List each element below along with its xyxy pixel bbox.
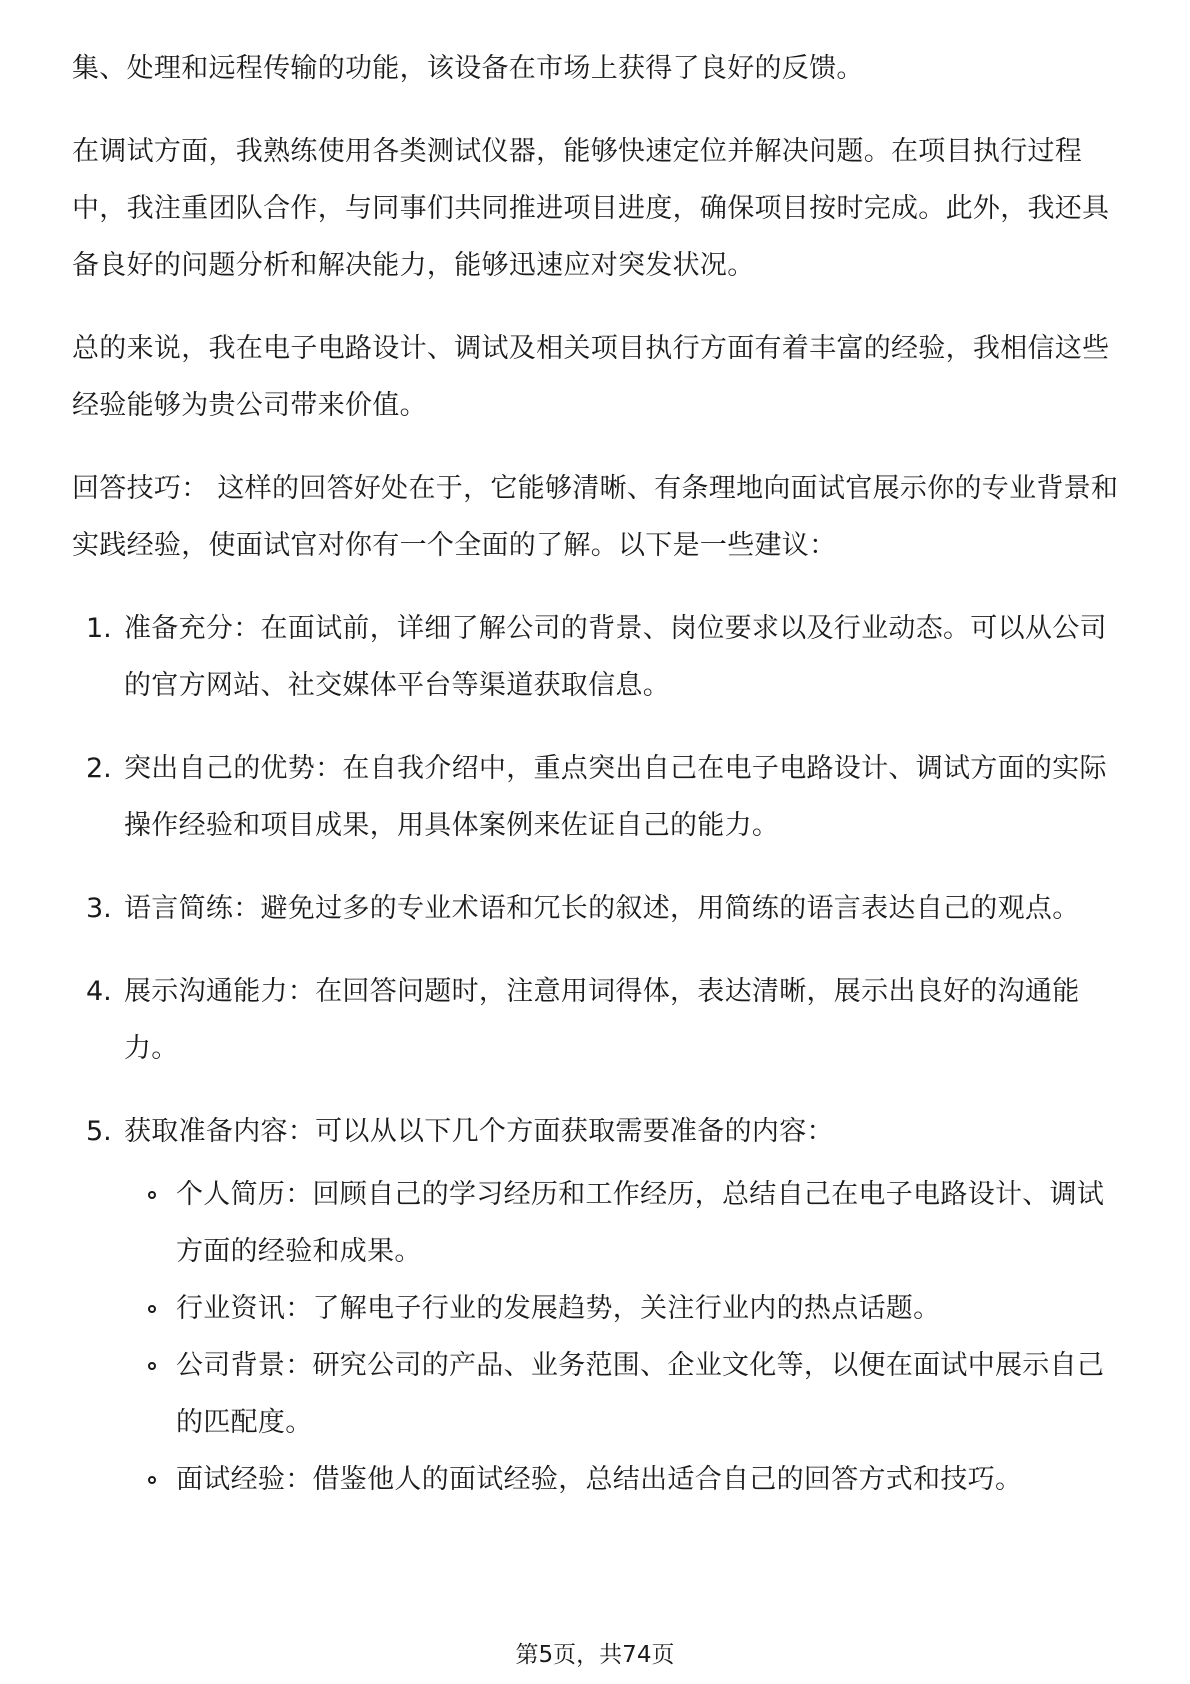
tip-text: 准备充分：在面试前，详细了解公司的背景、岗位要求以及行业动态。可以从公司的官方网站、社交媒体平台等渠道获取信息。: [124, 613, 1107, 701]
tips-list: [72, 600, 1122, 1508]
tip-item: [72, 600, 1122, 714]
sub-item-text: 行业资讯：了解电子行业的发展趋势，关注行业内的热点话题。: [176, 1293, 941, 1324]
sub-item: [124, 1337, 1122, 1451]
circle-bullet-icon: [148, 1191, 156, 1199]
paragraph-summary: 总的来说，我在电子电路设计、调试及相关项目执行方面有着丰富的经验，我相信这些经验能够为贵公司带来价值。: [72, 333, 1110, 421]
sub-list: [124, 1166, 1122, 1508]
tip-item: [72, 963, 1122, 1077]
circle-bullet-icon: [148, 1476, 156, 1484]
document-body: [72, 40, 1122, 1534]
sub-item: [124, 1280, 1122, 1337]
page-number: 第5页，共74页: [515, 1642, 675, 1668]
tip-text: 语言简练：避免过多的专业术语和冗长的叙述，用简练的语言表达自己的观点。: [124, 893, 1080, 924]
tip-item: [72, 880, 1122, 937]
paragraph-debugging: 在调试方面，我熟练使用各类测试仪器，能够快速定位并解决问题。在项目执行过程中，我注重团队合作，与同事们共同推进项目进度，确保项目按时完成。此外，我还具备良好的问题分析和解决能力，能够迅速应对突发状况。: [72, 136, 1110, 281]
tip-item: [72, 1103, 1122, 1508]
paragraph-continuation: 集、处理和远程传输的功能，该设备在市场上获得了良好的反馈。: [72, 53, 864, 84]
list-number: 5.: [86, 1116, 112, 1147]
circle-bullet-icon: [148, 1305, 156, 1313]
circle-bullet-icon: [148, 1362, 156, 1370]
sub-item-text: 公司背景：研究公司的产品、业务范围、企业文化等，以便在面试中展示自己的匹配度。: [176, 1350, 1105, 1438]
tip-text: 突出自己的优势：在自我介绍中，重点突出自己在电子电路设计、调试方面的实际操作经验和项目成果，用具体案例来佐证自己的能力。: [124, 753, 1107, 841]
tip-text: 获取准备内容：可以从以下几个方面获取需要准备的内容：: [124, 1116, 834, 1147]
paragraph-answer-tips: 回答技巧： 这样的回答好处在于，它能够清晰、有条理地向面试官展示你的专业背景和实践经验，使面试官对你有一个全面的了解。以下是一些建议：: [72, 473, 1119, 561]
sub-item-text: 面试经验：借鉴他人的面试经验，总结出适合自己的回答方式和技巧。: [176, 1464, 1023, 1495]
list-number: 4.: [86, 976, 112, 1007]
sub-item: [124, 1451, 1122, 1508]
tip-item: [72, 740, 1122, 854]
list-number: 3.: [86, 893, 112, 924]
tip-text: 展示沟通能力：在回答问题时，注意用词得体，表达清晰，展示出良好的沟通能力。: [124, 976, 1080, 1064]
list-number: 2.: [86, 753, 112, 784]
list-number: 1.: [86, 613, 112, 644]
sub-item-text: 个人简历：回顾自己的学习经历和工作经历，总结自己在电子电路设计、调试方面的经验和成果。: [176, 1179, 1105, 1267]
sub-item: [124, 1166, 1122, 1280]
